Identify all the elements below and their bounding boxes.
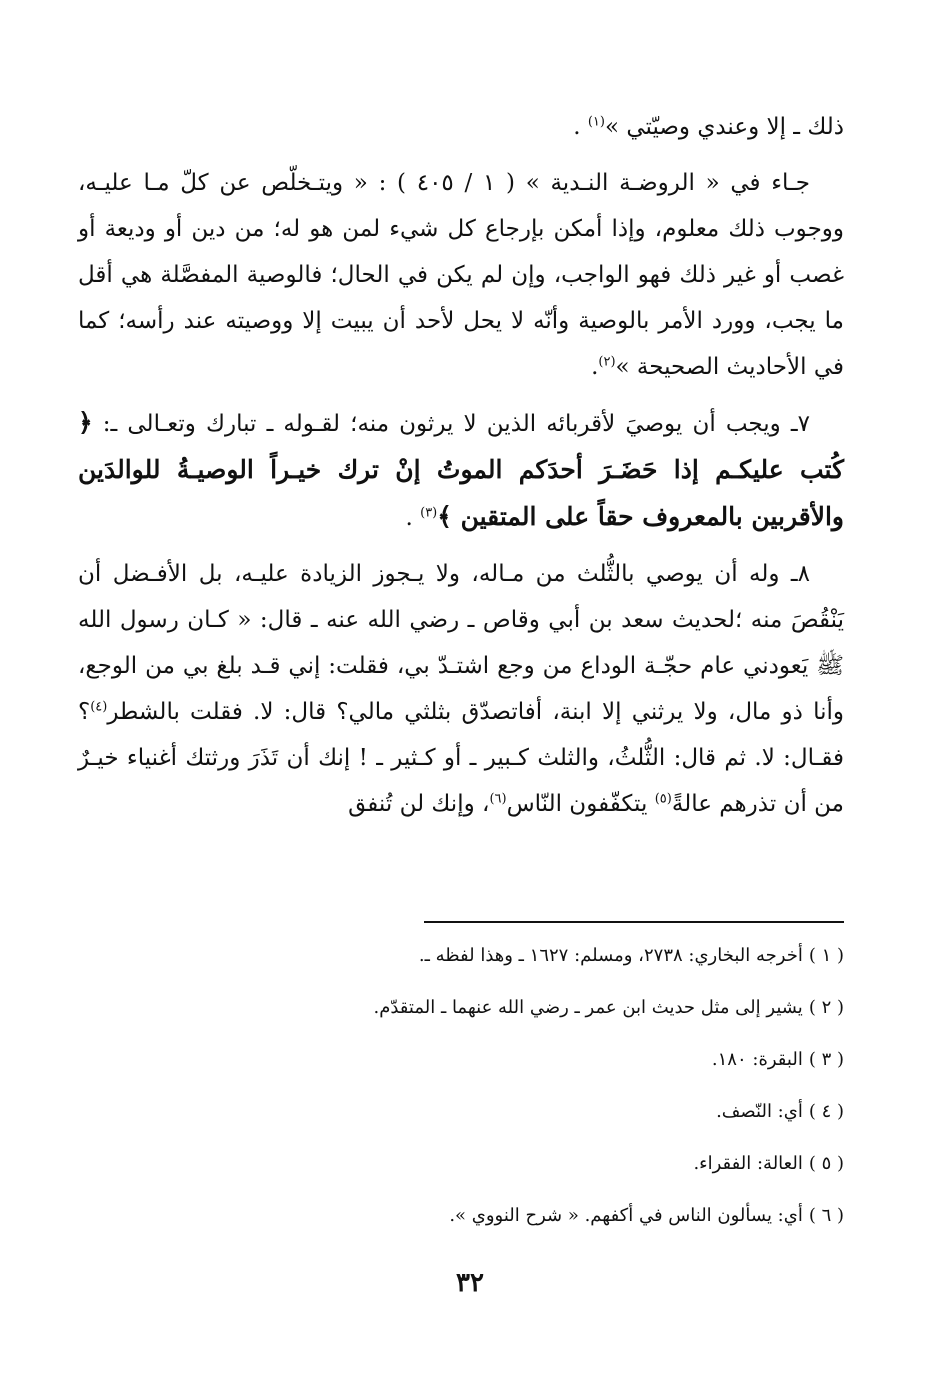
footnote-4: [78, 1086, 844, 1138]
footnote-ref-4[interactable]: (٤): [90, 699, 108, 715]
footnote-text: العالة: الفقراء.: [693, 1153, 803, 1174]
footnote-divider: [424, 921, 844, 923]
paragraph-4-text-b: ؟ فقـال: لا. ثم قال: الثُّلثُ، والثلث كـبير ـ أو كـثير ـ ! إنك أن تَذَرَ ورثتك أغنياء خيـرٌ من أن تذرهم عالةً: [78, 699, 844, 817]
footnote-number: ( ١ ): [808, 945, 844, 966]
paragraph-4-text-c: يتكفّفون النّاس: [506, 791, 655, 817]
page-number: ٣٢: [456, 1268, 484, 1298]
paragraph-3: [78, 400, 844, 541]
footnote-text: أي: النّصف.: [716, 1101, 803, 1122]
paragraph-1: [78, 104, 844, 150]
paragraph-4: [78, 551, 844, 827]
paragraph-2-end: .: [591, 354, 599, 380]
paragraph-1-end: .: [573, 114, 581, 140]
footnote-ref-6[interactable]: (٦): [489, 791, 507, 807]
footnote-text: أي: يسألون الناس في أكفهم. « شرح النووي ».: [449, 1205, 803, 1226]
footnote-number: ( ٣ ): [808, 1049, 844, 1070]
footnotes-list: [78, 930, 844, 1242]
main-text: [78, 104, 844, 827]
paragraph-3-end: .: [405, 505, 413, 531]
footnote-number: ( ٥ ): [808, 1153, 844, 1174]
paragraph-1-text: ذلك ـ إلا وعندي وصيّتي »: [604, 114, 844, 140]
footnote-1: [78, 930, 844, 982]
footnote-number: ( ٢ ): [808, 997, 844, 1018]
paragraph-3-intro: ٧ـ ويجب أن يوصيَ لأقربائه الذين لا يرثون منه؛ لقـوله ـ تبارك وتعـالى ـ:: [102, 411, 810, 437]
footnote-ref-3[interactable]: (٣): [420, 505, 438, 521]
paragraph-4-text-d: ، وإنك لن تُنفق: [348, 791, 490, 817]
footnote-number: ( ٦ ): [808, 1205, 844, 1226]
footnote-3: [78, 1034, 844, 1086]
paragraph-2: [78, 160, 844, 390]
footnote-text: يشير إلى مثل حديث ابن عمر ـ رضي الله عنهما ـ المتقدّم.: [373, 997, 803, 1018]
footnote-text: أخرجه البخاري: ٢٧٣٨، ومسلم: ١٦٢٧ ـ وهذا لفظه ـ.: [418, 945, 803, 966]
paragraph-2-text: جـاء في « الروضـة النـدية » ( ١ / ٤٠٥ ) : « ويتـخلّص عن كلّ مـا عليـه، ووجوب ذلك معلوم، وإذا أمكن بإرجاع كل شيء لمن هو له؛ من دين أو وديعة أو غصب أو غير ذلك فهو الواجب، وإن لم يكن في الحال؛ فالوصية المفصَّلة هي أقل ما يجب، وورد الأمر بالوصية وأنّه لا يحل لأحد أن يبيت إلا ووصيته عند رأسه؛ كما في الأحاديث الصحيحة »: [78, 170, 844, 380]
footnote-6: [78, 1190, 844, 1242]
footnote-ref-5[interactable]: (٥): [654, 791, 672, 807]
footnote-5: [78, 1138, 844, 1190]
footnote-ref-1[interactable]: (١): [587, 114, 605, 130]
footnote-text: البقرة: ١٨٠.: [711, 1049, 803, 1070]
footnote-ref-2[interactable]: (٢): [598, 354, 616, 370]
footnote-number: ( ٤ ): [808, 1101, 844, 1122]
quran-verse: ﴿ كُتب عليكـم إذا حَضَـرَ أحدَكم الموتُ إنْ ترك خيـراً الوصيـةُ للوالدَين والأقربين بالمعروف حقاً على المتقين ﴾: [78, 408, 844, 531]
footnote-2: [78, 982, 844, 1034]
paragraph-4-text-a: ٨ـ وله أن يوصي بالثُّلث من مـاله، ولا يـجوز الزيادة عليـه، بل الأفـضل أن يَنْقُصَ منه ؛لحديث سعد بن أبي وقاص ـ رضي الله عنه ـ قال: « كـان رسول الله ﷺ يَعودني عام حجّـة الوداع من وجع اشتـدّ بي، فقلت: إني قـد بلغ بي من الوجع، وأنا ذو مال، ولا يرثني إلا ابنة، أفاتصدّق بثلثي مالي؟ قال: لا. فقلت بالشطر: [78, 561, 844, 725]
